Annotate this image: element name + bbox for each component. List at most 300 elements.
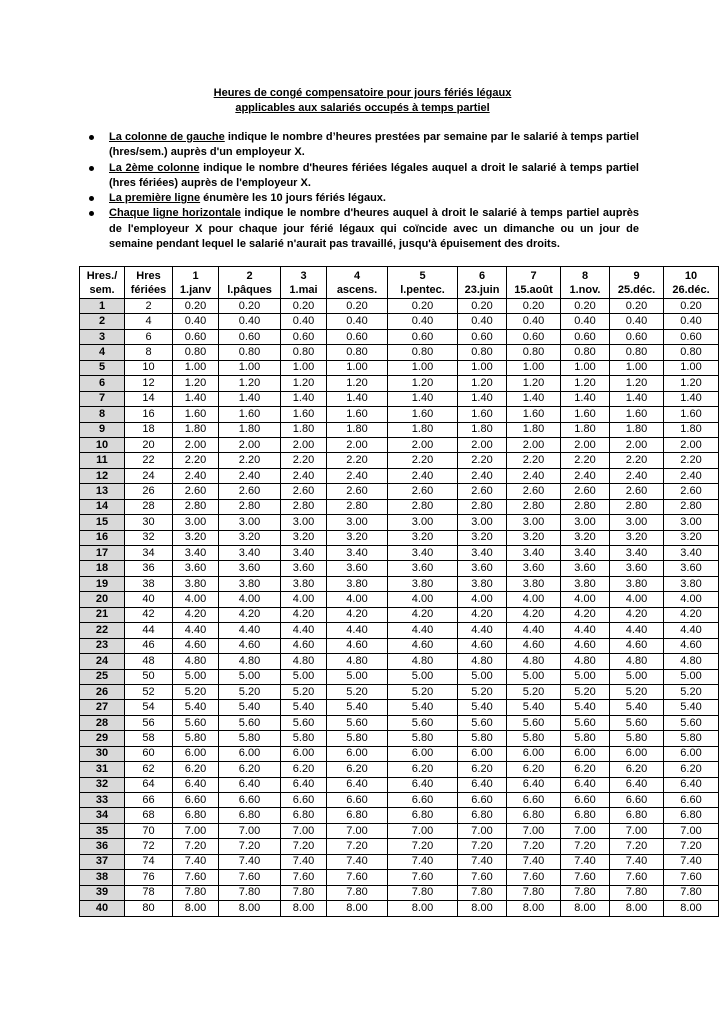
table-cell: 6.40 xyxy=(561,777,610,792)
row-header-cell: 18 xyxy=(80,561,125,576)
table-cell: 0.60 xyxy=(173,329,219,344)
table-cell: 5.20 xyxy=(173,684,219,699)
holiday-hours-cell: 56 xyxy=(125,715,173,730)
holiday-hours-cell: 40 xyxy=(125,592,173,607)
table-cell: 7.40 xyxy=(561,854,610,869)
table-cell: 7.60 xyxy=(327,870,388,885)
table-cell: 5.40 xyxy=(219,700,281,715)
table-cell: 7.00 xyxy=(281,823,327,838)
row-header-cell: 5 xyxy=(80,360,125,375)
table-cell: 1.80 xyxy=(507,422,561,437)
table-cell: 6.00 xyxy=(388,746,458,761)
column-header xyxy=(327,267,388,299)
table-cell: 4.40 xyxy=(388,623,458,638)
table-cell: 7.20 xyxy=(219,839,281,854)
table-cell: 4.00 xyxy=(173,592,219,607)
table-cell: 2.40 xyxy=(327,468,388,483)
holiday-hours-cell: 8 xyxy=(125,345,173,360)
table-cell: 4.80 xyxy=(327,654,388,669)
table-cell: 4.20 xyxy=(458,607,507,622)
table-cell: 6.60 xyxy=(173,793,219,808)
holiday-hours-cell: 72 xyxy=(125,839,173,854)
table-cell: 1.80 xyxy=(610,422,664,437)
table-cell: 0.40 xyxy=(664,314,719,329)
table-cell: 1.80 xyxy=(664,422,719,437)
holiday-hours-cell: 22 xyxy=(125,453,173,468)
table-cell: 3.80 xyxy=(173,576,219,591)
table-cell: 7.60 xyxy=(388,870,458,885)
table-cell: 4.80 xyxy=(458,654,507,669)
table-cell: 3.60 xyxy=(458,561,507,576)
table-cell: 1.00 xyxy=(664,360,719,375)
table-cell: 2.20 xyxy=(173,453,219,468)
table-cell: 4.80 xyxy=(507,654,561,669)
column-header-line2: 1.nov. xyxy=(569,283,601,296)
table-cell: 4.00 xyxy=(664,592,719,607)
table-cell: 0.80 xyxy=(388,345,458,360)
row-header-cell: 27 xyxy=(80,700,125,715)
column-header-line1: 10 xyxy=(684,269,698,282)
table-cell: 7.20 xyxy=(664,839,719,854)
table-cell: 6.20 xyxy=(173,762,219,777)
column-header-line2: 25.déc. xyxy=(617,283,656,296)
table-cell: 4.20 xyxy=(610,607,664,622)
table-cell: 2.40 xyxy=(610,468,664,483)
column-header xyxy=(388,267,458,299)
holiday-hours-cell: 44 xyxy=(125,623,173,638)
hours-table xyxy=(79,266,719,917)
table-row xyxy=(80,607,719,622)
table-cell: 5.80 xyxy=(173,731,219,746)
table-cell: 4.00 xyxy=(388,592,458,607)
table-cell: 8.00 xyxy=(610,901,664,916)
row-header-cell: 31 xyxy=(80,762,125,777)
table-cell: 4.00 xyxy=(281,592,327,607)
table-cell: 2.60 xyxy=(458,484,507,499)
table-row xyxy=(80,715,719,730)
table-cell: 0.80 xyxy=(173,345,219,360)
table-cell: 7.40 xyxy=(173,854,219,869)
table-cell: 2.20 xyxy=(610,453,664,468)
table-cell: 1.20 xyxy=(561,376,610,391)
table-row xyxy=(80,391,719,406)
table-cell: 5.00 xyxy=(664,669,719,684)
row-header-cell: 30 xyxy=(80,746,125,761)
table-cell: 3.00 xyxy=(388,515,458,530)
table-cell: 0.80 xyxy=(327,345,388,360)
table-cell: 2.00 xyxy=(610,437,664,452)
table-cell: 4.60 xyxy=(561,638,610,653)
table-cell: 0.20 xyxy=(173,299,219,314)
table-row xyxy=(80,422,719,437)
table-cell: 6.40 xyxy=(388,777,458,792)
table-cell: 3.00 xyxy=(173,515,219,530)
table-cell: 3.20 xyxy=(219,530,281,545)
table-cell: 1.60 xyxy=(507,407,561,422)
table-cell: 5.00 xyxy=(173,669,219,684)
column-header-line1: 2 xyxy=(246,269,253,282)
table-cell: 3.00 xyxy=(458,515,507,530)
table-cell: 5.00 xyxy=(219,669,281,684)
bullet-lead: La colonne de gauche xyxy=(109,131,225,143)
table-cell: 6.60 xyxy=(458,793,507,808)
table-cell: 3.40 xyxy=(173,546,219,561)
holiday-hours-cell: 74 xyxy=(125,854,173,869)
table-cell: 7.40 xyxy=(388,854,458,869)
table-cell: 7.40 xyxy=(458,854,507,869)
table-cell: 0.40 xyxy=(561,314,610,329)
table-cell: 6.40 xyxy=(664,777,719,792)
table-cell: 2.00 xyxy=(664,437,719,452)
table-cell: 6.60 xyxy=(664,793,719,808)
holiday-hours-cell: 26 xyxy=(125,484,173,499)
table-cell: 7.80 xyxy=(281,885,327,900)
table-cell: 1.60 xyxy=(327,407,388,422)
table-cell: 3.00 xyxy=(219,515,281,530)
table-cell: 2.40 xyxy=(173,468,219,483)
table-cell: 6.40 xyxy=(610,777,664,792)
table-cell: 0.20 xyxy=(458,299,507,314)
column-header xyxy=(80,267,125,299)
table-row xyxy=(80,561,719,576)
row-header-cell: 23 xyxy=(80,638,125,653)
table-cell: 7.80 xyxy=(388,885,458,900)
table-cell: 0.60 xyxy=(219,329,281,344)
table-cell: 2.80 xyxy=(458,499,507,514)
table-cell: 7.60 xyxy=(281,870,327,885)
table-cell: 7.80 xyxy=(219,885,281,900)
table-cell: 1.00 xyxy=(561,360,610,375)
table-cell: 1.40 xyxy=(173,391,219,406)
table-cell: 3.20 xyxy=(327,530,388,545)
table-cell: 0.20 xyxy=(219,299,281,314)
table-cell: 3.20 xyxy=(664,530,719,545)
table-row xyxy=(80,793,719,808)
table-cell: 4.20 xyxy=(664,607,719,622)
title-line-1: Heures de congé compensatoire pour jours fériés légaux xyxy=(213,87,512,99)
table-cell: 5.80 xyxy=(507,731,561,746)
table-cell: 4.60 xyxy=(327,638,388,653)
table-cell: 6.80 xyxy=(327,808,388,823)
table-cell: 5.20 xyxy=(664,684,719,699)
table-cell: 2.60 xyxy=(281,484,327,499)
table-cell: 1.60 xyxy=(219,407,281,422)
table-cell: 5.00 xyxy=(458,669,507,684)
table-cell: 2.00 xyxy=(458,437,507,452)
table-cell: 7.20 xyxy=(610,839,664,854)
table-header-row xyxy=(80,267,719,299)
table-cell: 0.80 xyxy=(610,345,664,360)
table-cell: 1.60 xyxy=(664,407,719,422)
table-cell: 5.40 xyxy=(281,700,327,715)
bullet-lead: Chaque ligne horizontale xyxy=(109,207,241,220)
table-cell: 3.00 xyxy=(561,515,610,530)
table-cell: 0.60 xyxy=(388,329,458,344)
table-cell: 7.00 xyxy=(507,823,561,838)
table-row xyxy=(80,484,719,499)
bullet-item xyxy=(89,191,639,206)
row-header-cell: 38 xyxy=(80,870,125,885)
table-cell: 7.80 xyxy=(173,885,219,900)
table-cell: 6.80 xyxy=(664,808,719,823)
column-header xyxy=(219,267,281,299)
table-cell: 6.20 xyxy=(327,762,388,777)
table-cell: 4.40 xyxy=(173,623,219,638)
table-cell: 4.20 xyxy=(173,607,219,622)
row-header-cell: 13 xyxy=(80,484,125,499)
table-cell: 6.20 xyxy=(458,762,507,777)
table-cell: 7.00 xyxy=(610,823,664,838)
table-cell: 6.60 xyxy=(281,793,327,808)
table-cell: 7.20 xyxy=(388,839,458,854)
holiday-hours-cell: 10 xyxy=(125,360,173,375)
table-cell: 7.20 xyxy=(281,839,327,854)
table-cell: 3.20 xyxy=(388,530,458,545)
table-cell: 4.60 xyxy=(219,638,281,653)
row-header-cell: 11 xyxy=(80,453,125,468)
column-header xyxy=(173,267,219,299)
table-cell: 7.40 xyxy=(610,854,664,869)
table-cell: 0.60 xyxy=(458,329,507,344)
table-cell: 5.20 xyxy=(327,684,388,699)
column-header xyxy=(507,267,561,299)
table-cell: 1.00 xyxy=(610,360,664,375)
table-cell: 6.00 xyxy=(219,746,281,761)
column-header-line1: Hres./ xyxy=(86,269,118,282)
table-cell: 1.40 xyxy=(507,391,561,406)
table-cell: 4.40 xyxy=(664,623,719,638)
table-cell: 3.00 xyxy=(507,515,561,530)
table-cell: 2.20 xyxy=(664,453,719,468)
table-cell: 7.60 xyxy=(507,870,561,885)
table-cell: 6.80 xyxy=(281,808,327,823)
table-cell: 4.80 xyxy=(219,654,281,669)
table-row xyxy=(80,684,719,699)
table-cell: 6.60 xyxy=(327,793,388,808)
table-cell: 4.80 xyxy=(561,654,610,669)
table-cell: 1.20 xyxy=(327,376,388,391)
holiday-hours-cell: 16 xyxy=(125,407,173,422)
table-cell: 3.40 xyxy=(219,546,281,561)
table-cell: 7.60 xyxy=(610,870,664,885)
bullet-icon xyxy=(89,135,94,140)
table-row xyxy=(80,515,719,530)
table-row xyxy=(80,823,719,838)
column-header-line2: l.pâques xyxy=(227,283,272,296)
table-cell: 4.00 xyxy=(507,592,561,607)
table-cell: 5.40 xyxy=(507,700,561,715)
holiday-hours-cell: 12 xyxy=(125,376,173,391)
table-cell: 4.60 xyxy=(458,638,507,653)
table-cell: 7.40 xyxy=(507,854,561,869)
table-row xyxy=(80,329,719,344)
holiday-hours-cell: 14 xyxy=(125,391,173,406)
table-cell: 1.00 xyxy=(458,360,507,375)
table-cell: 2.60 xyxy=(561,484,610,499)
table-cell: 6.00 xyxy=(610,746,664,761)
table-cell: 1.60 xyxy=(561,407,610,422)
table-cell: 4.20 xyxy=(561,607,610,622)
table-cell: 3.80 xyxy=(561,576,610,591)
table-cell: 7.00 xyxy=(561,823,610,838)
table-cell: 5.00 xyxy=(388,669,458,684)
table-cell: 2.00 xyxy=(561,437,610,452)
table-cell: 2.80 xyxy=(327,499,388,514)
column-header xyxy=(458,267,507,299)
table-cell: 2.80 xyxy=(388,499,458,514)
table-cell: 0.80 xyxy=(507,345,561,360)
row-header-cell: 7 xyxy=(80,391,125,406)
table-cell: 4.60 xyxy=(610,638,664,653)
table-cell: 2.80 xyxy=(219,499,281,514)
column-header-line2: 1.janv xyxy=(179,283,212,296)
holiday-hours-cell: 4 xyxy=(125,314,173,329)
table-cell: 2.40 xyxy=(561,468,610,483)
table-cell: 4.00 xyxy=(219,592,281,607)
row-header-cell: 12 xyxy=(80,468,125,483)
column-header xyxy=(610,267,664,299)
holiday-hours-cell: 54 xyxy=(125,700,173,715)
table-cell: 5.00 xyxy=(327,669,388,684)
table-cell: 6.80 xyxy=(561,808,610,823)
table-cell: 3.20 xyxy=(610,530,664,545)
table-cell: 3.80 xyxy=(327,576,388,591)
table-cell: 3.00 xyxy=(610,515,664,530)
row-header-cell: 32 xyxy=(80,777,125,792)
table-cell: 4.40 xyxy=(561,623,610,638)
table-row xyxy=(80,376,719,391)
table-cell: 6.80 xyxy=(173,808,219,823)
table-cell: 2.40 xyxy=(458,468,507,483)
table-cell: 7.00 xyxy=(219,823,281,838)
table-cell: 3.40 xyxy=(458,546,507,561)
table-cell: 6.60 xyxy=(561,793,610,808)
row-header-cell: 8 xyxy=(80,407,125,422)
table-cell: 3.40 xyxy=(507,546,561,561)
table-cell: 5.80 xyxy=(327,731,388,746)
table-cell: 2.20 xyxy=(327,453,388,468)
table-cell: 2.40 xyxy=(281,468,327,483)
table-cell: 1.40 xyxy=(664,391,719,406)
table-cell: 0.40 xyxy=(219,314,281,329)
table-cell: 2.20 xyxy=(281,453,327,468)
table-cell: 3.80 xyxy=(507,576,561,591)
row-header-cell: 35 xyxy=(80,823,125,838)
table-cell: 7.80 xyxy=(610,885,664,900)
table-cell: 3.60 xyxy=(173,561,219,576)
holiday-hours-cell: 76 xyxy=(125,870,173,885)
holiday-hours-cell: 66 xyxy=(125,793,173,808)
table-cell: 6.60 xyxy=(388,793,458,808)
table-row xyxy=(80,870,719,885)
table-cell: 2.60 xyxy=(173,484,219,499)
table-cell: 2.40 xyxy=(388,468,458,483)
bullet-icon xyxy=(89,211,94,216)
table-cell: 6.20 xyxy=(664,762,719,777)
table-cell: 1.80 xyxy=(388,422,458,437)
table-cell: 3.40 xyxy=(388,546,458,561)
table-cell: 6.20 xyxy=(561,762,610,777)
table-cell: 4.20 xyxy=(281,607,327,622)
bullet-text: énumère les 10 jours fériés légaux. xyxy=(200,192,386,205)
table-cell: 4.40 xyxy=(219,623,281,638)
table-cell: 7.80 xyxy=(327,885,388,900)
table-cell: 4.80 xyxy=(388,654,458,669)
table-cell: 7.40 xyxy=(219,854,281,869)
table-cell: 8.00 xyxy=(219,901,281,916)
row-header-cell: 19 xyxy=(80,576,125,591)
table-cell: 3.00 xyxy=(664,515,719,530)
column-header xyxy=(281,267,327,299)
holiday-hours-cell: 58 xyxy=(125,731,173,746)
table-cell: 0.60 xyxy=(327,329,388,344)
table-cell: 5.40 xyxy=(327,700,388,715)
table-cell: 3.60 xyxy=(388,561,458,576)
table-cell: 6.20 xyxy=(388,762,458,777)
table-cell: 2.40 xyxy=(664,468,719,483)
row-header-cell: 22 xyxy=(80,623,125,638)
table-cell: 7.20 xyxy=(458,839,507,854)
row-header-cell: 3 xyxy=(80,329,125,344)
row-header-cell: 17 xyxy=(80,546,125,561)
table-cell: 3.40 xyxy=(281,546,327,561)
table-cell: 1.80 xyxy=(561,422,610,437)
column-header-line1: 1 xyxy=(192,269,199,282)
holiday-hours-cell: 18 xyxy=(125,422,173,437)
table-cell: 1.00 xyxy=(281,360,327,375)
table-cell: 5.60 xyxy=(388,715,458,730)
table-cell: 1.80 xyxy=(458,422,507,437)
table-cell: 5.20 xyxy=(281,684,327,699)
column-header-line2: 26.déc. xyxy=(672,283,710,296)
table-cell: 6.40 xyxy=(173,777,219,792)
table-cell: 5.80 xyxy=(458,731,507,746)
column-header-line1: 9 xyxy=(633,269,640,282)
table-cell: 0.40 xyxy=(388,314,458,329)
holiday-hours-cell: 2 xyxy=(125,299,173,314)
holiday-hours-cell: 70 xyxy=(125,823,173,838)
table-cell: 2.20 xyxy=(507,453,561,468)
table-cell: 0.20 xyxy=(281,299,327,314)
table-cell: 6.60 xyxy=(507,793,561,808)
table-cell: 1.20 xyxy=(507,376,561,391)
row-header-cell: 15 xyxy=(80,515,125,530)
table-cell: 0.40 xyxy=(327,314,388,329)
table-cell: 3.20 xyxy=(561,530,610,545)
table-cell: 6.00 xyxy=(173,746,219,761)
table-cell: 5.20 xyxy=(610,684,664,699)
table-cell: 2.00 xyxy=(388,437,458,452)
table-cell: 3.20 xyxy=(507,530,561,545)
table-cell: 2.80 xyxy=(507,499,561,514)
table-row xyxy=(80,854,719,869)
table-row xyxy=(80,669,719,684)
table-cell: 5.60 xyxy=(327,715,388,730)
column-header-line1: Hres xyxy=(136,269,161,282)
table-cell: 2.60 xyxy=(388,484,458,499)
table-cell: 3.00 xyxy=(281,515,327,530)
table-cell: 3.80 xyxy=(219,576,281,591)
table-cell: 1.40 xyxy=(219,391,281,406)
holiday-hours-cell: 30 xyxy=(125,515,173,530)
table-row xyxy=(80,762,719,777)
table-cell: 2.40 xyxy=(219,468,281,483)
table-cell: 2.80 xyxy=(664,499,719,514)
holiday-hours-cell: 28 xyxy=(125,499,173,514)
row-header-cell: 37 xyxy=(80,854,125,869)
table-cell: 4.00 xyxy=(561,592,610,607)
table-cell: 0.20 xyxy=(327,299,388,314)
